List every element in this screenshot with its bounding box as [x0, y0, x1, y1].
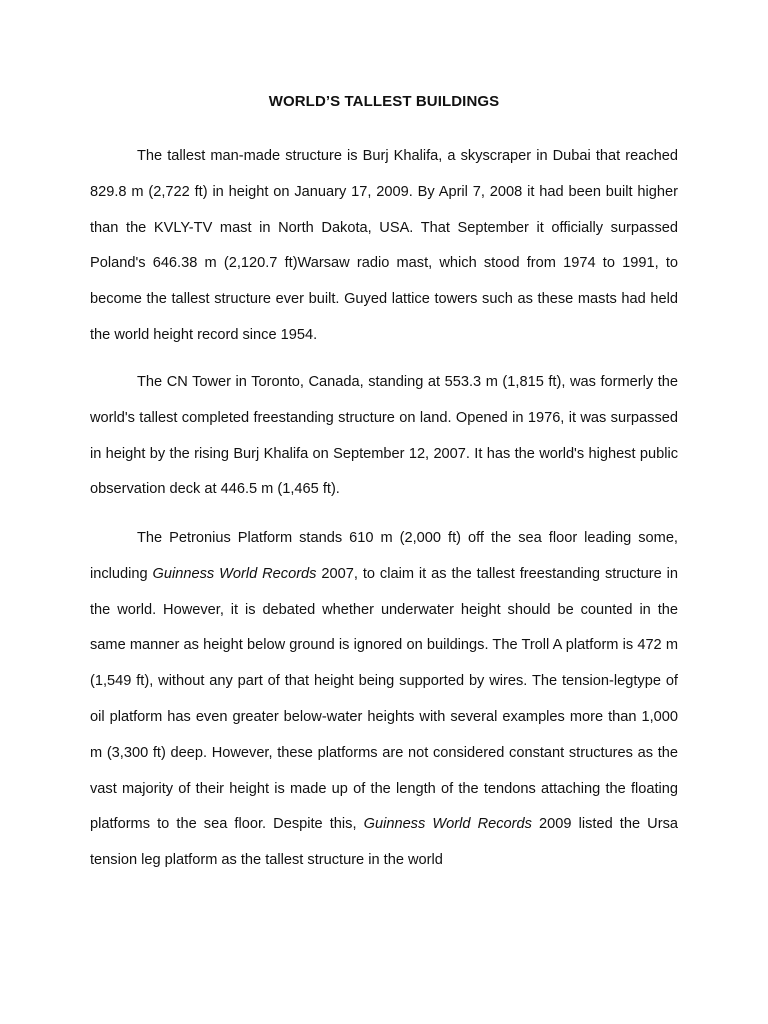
document-title: WORLD’S TALLEST BUILDINGS [268, 93, 500, 110]
paragraph-text-segment: The Petronius Platform stands 610 m (2,000 ft) off the sea floor leading some, including [90, 530, 678, 582]
paragraph-text-segment: 2009 listed the Ursa tension leg platform as the tallest structure in the world [90, 816, 678, 869]
italic-title-guinness: Guinness World Records [152, 565, 317, 582]
paragraph-petronius-platform [90, 521, 678, 879]
paragraph-burj-khalifa: The tallest man-made structure is Burj Khalifa, a skyscraper in Dubai that reached 829.8 m (2,722 ft) in height on January 17, 2009. By April 7, 2008 it had been built higher than the KVLY-TV mast in North Dakota, USA. That September it officially surpassed Poland's 646.38 m (2,120.7 ft)Warsaw radio mast, which stood from 1974 to 1991, to become the tallest structure ever built. Guyed lattice towers such as these masts had held the world height record since 1954. [90, 148, 678, 343]
italic-title-guinness: Guinness World Records [363, 816, 532, 833]
paragraph-cn-tower: The CN Tower in Toronto, Canada, standing at 553.3 m (1,815 ft), was formerly the world's tallest completed freestanding structure on land. Opened in 1976, it was surpassed in height by the rising Burj Khalifa on September 12, 2007. It has the world's highest public observation deck at 446.5 m (1,465 ft). [90, 374, 678, 498]
paragraph-text-segment: 2007, to claim it as the tallest freestanding structure in the world. However, it is debated whether underwater height should be counted in the same manner as height below ground is ignored on buildings. The Troll A platform is 472 m (1,549 ft), without any part of that height being supported by wires. The tension-legtype of oil platform has even greater below-water heights with several examples more than 1,000 m (3,300 ft) deep. However, these platforms are not considered constant structures as the vast majority of their height is made up of the length of the tendons attaching the floating platforms to the sea floor. Despite this, [90, 565, 678, 833]
